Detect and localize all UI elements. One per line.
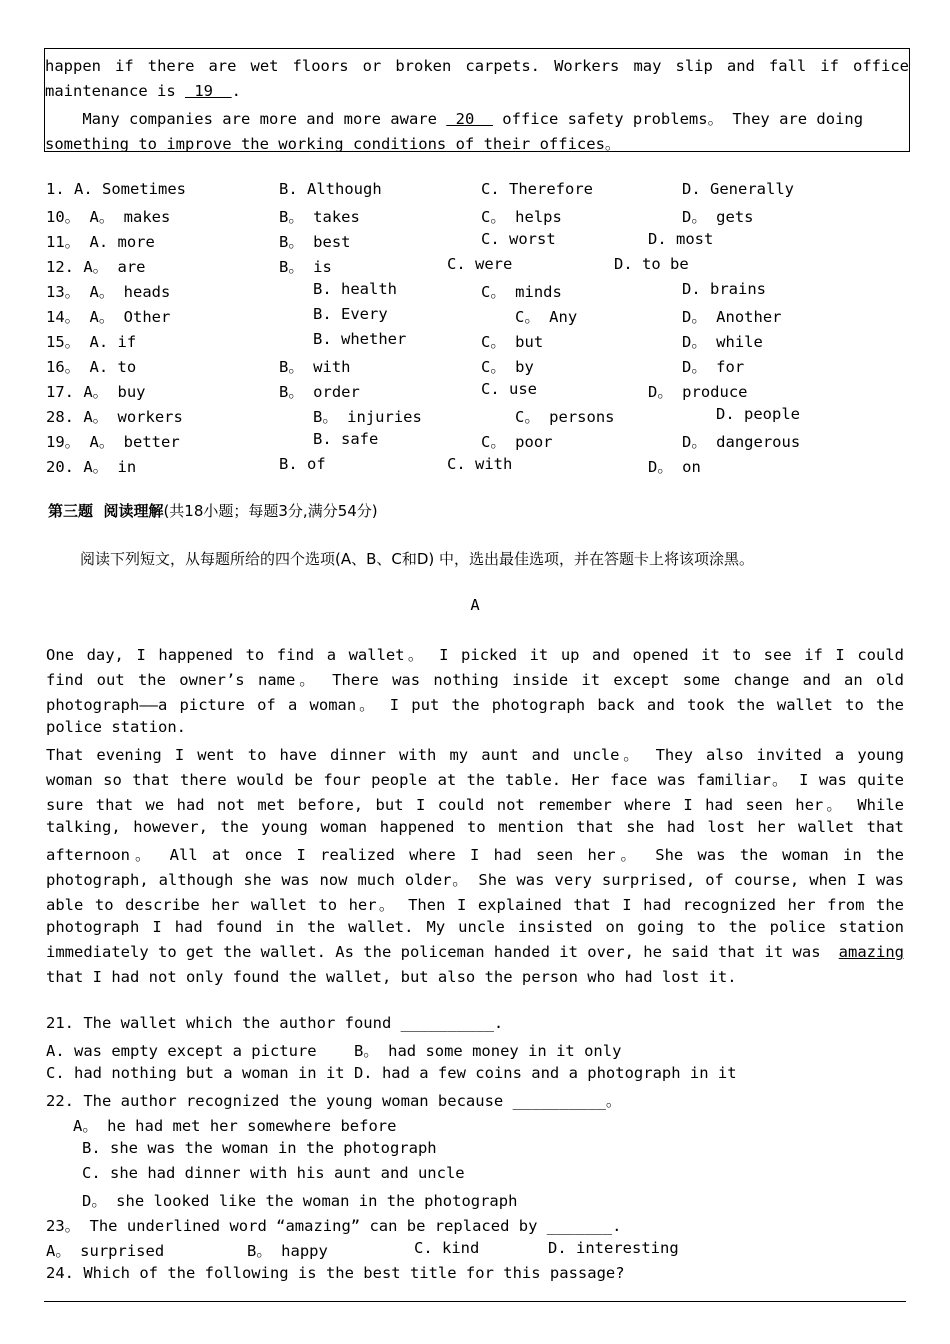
question-23-option-b: B。 happy — [247, 1242, 328, 1260]
question-22-option-b: B. she was the woman in the photograph — [82, 1139, 437, 1157]
option-a: 14。 A。 Other — [46, 308, 171, 326]
question-23-option-c: C. kind — [414, 1239, 480, 1257]
option-c: C. use — [481, 380, 537, 398]
passage-line: find out the owner’s name。 There was nothing inside it except some change and an old — [46, 671, 904, 689]
passage-line: One day, I happened to find a wallet。 I picked it up and opened it to see if I could — [46, 646, 904, 664]
option-c: C. Therefore — [481, 180, 593, 198]
option-a: 1. A. Sometimes — [46, 180, 186, 198]
passage-line: able to describe her wallet to her。 Then I explained that I had recognized her from the — [46, 896, 904, 914]
option-b: B。 order — [279, 383, 360, 401]
option-c: C。 poor — [481, 433, 553, 451]
option-d: D。 dangerous — [682, 433, 801, 451]
option-a: 10。 A。 makes — [46, 208, 171, 226]
passage-line: photograph, although she was now much older。 She was very surprised, of course, when I was — [46, 871, 904, 889]
option-d: D. most — [648, 230, 714, 248]
section-heading: 第三题 阅读理解(共18小题；每题3分,满分54分) — [48, 502, 378, 520]
passage-line: immediately to get the wallet. As the policeman handed it over, he said that it was amazing — [46, 943, 904, 961]
blank-20: 20 — [446, 110, 493, 128]
question-21-options-ab: A. was empty except a picture B。 had some money in it only — [46, 1042, 622, 1060]
passage-line: woman so that there would be four people at the table. Her face was familiar。 I was quite — [46, 771, 904, 789]
section-instruction: 阅读下列短文，从每题所给的四个选项(A、B、C和D) 中，选出最佳选项，并在答题卡上将该项涂黑。 — [80, 550, 755, 568]
option-d: D。 while — [682, 333, 763, 351]
option-d: D. Generally — [682, 180, 794, 198]
option-c: C. were — [447, 255, 513, 273]
option-a: 16。 A. to — [46, 358, 137, 376]
option-a: 13。 A。 heads — [46, 283, 171, 301]
option-d: D. people — [716, 405, 800, 423]
question-24: 24. Which of the following is the best title for this passage? — [46, 1264, 625, 1282]
blank-19: 19 — [184, 82, 232, 100]
option-c: C。 minds — [481, 283, 562, 301]
option-c: C。 by — [481, 358, 534, 376]
question-23: 23。 The underlined word “amazing” can be replaced by _______. — [46, 1217, 622, 1235]
question-22-option-a: A。 he had met her somewhere before — [73, 1117, 397, 1135]
option-a: 17. A。 buy — [46, 383, 146, 401]
cloze-line-2: maintenance is 19 . — [45, 82, 241, 100]
option-b: B。 best — [279, 233, 351, 251]
option-d: D。 gets — [682, 208, 754, 226]
option-d: D。 for — [682, 358, 745, 376]
option-d: D。 Another — [682, 308, 782, 326]
option-b: B。 is — [279, 258, 332, 276]
option-b: B. safe — [313, 430, 379, 448]
option-b: B. whether — [313, 330, 407, 348]
cloze-passage-box — [44, 48, 910, 152]
option-a: 11。 A. more — [46, 233, 155, 251]
option-c: C。 persons — [515, 408, 615, 426]
option-b: B. Every — [313, 305, 388, 323]
page-divider — [44, 1301, 906, 1302]
cloze-line-4: something to improve the working conditions of their offices。 — [45, 135, 621, 153]
passage-line: talking, however, the young woman happened to mention that she had lost her wallet that — [46, 818, 904, 836]
option-c: C. worst — [481, 230, 556, 248]
cloze-line-3: Many companies are more and more aware 20 office safety problems。 They are doing — [45, 110, 864, 128]
passage-line: That evening I went to have dinner with my aunt and uncle。 They also invited a young — [46, 746, 904, 764]
question-21-options-cd: C. had nothing but a woman in it D. had a few coins and a photograph in it — [46, 1064, 737, 1082]
option-d: D. brains — [682, 280, 766, 298]
option-c: C. with — [447, 455, 513, 473]
option-b: B。 injuries — [313, 408, 422, 426]
option-b: B. of — [279, 455, 326, 473]
question-22: 22. The author recognized the young woman because __________。 — [46, 1092, 622, 1110]
passage-line: afternoon。 All at once I realized where I had seen her。 She was the woman in the — [46, 846, 904, 864]
passage-line: that I had not only found the wallet, but also the person who had lost it. — [46, 968, 737, 986]
cloze-line-1: happen if there are wet floors or broken carpets. Workers may slip and fall if office — [45, 57, 909, 75]
question-21: 21. The wallet which the author found __________. — [46, 1014, 504, 1032]
option-a: 20. A。 in — [46, 458, 137, 476]
passage-line: photograph I had found in the wallet. My uncle insisted on going to the police station — [46, 918, 904, 936]
option-a: 19。 A。 better — [46, 433, 180, 451]
passage-line: sure that we had not met before, but I could not remember where I had seen her。 While — [46, 796, 904, 814]
option-d: D. to be — [614, 255, 689, 273]
option-a: 12. A。 are — [46, 258, 146, 276]
option-b: B。 takes — [279, 208, 360, 226]
option-c: C。 but — [481, 333, 544, 351]
question-22-option-c: C. she had dinner with his aunt and uncle — [82, 1164, 465, 1182]
question-23-option-a: A。 surprised — [46, 1242, 165, 1260]
option-d: D。 produce — [648, 383, 748, 401]
question-22-option-d: D。 she looked like the woman in the photograph — [82, 1192, 518, 1210]
passage-line: photograph——a picture of a woman。 I put the photograph back and took the wallet to the — [46, 696, 904, 714]
option-b: B. health — [313, 280, 397, 298]
option-d: D。 on — [648, 458, 701, 476]
question-23-option-d: D. interesting — [548, 1239, 679, 1257]
underlined-word: amazing — [838, 943, 904, 961]
option-a: 15。 A. if — [46, 333, 137, 351]
passage-label: A — [470, 596, 480, 614]
option-a: 28. A。 workers — [46, 408, 183, 426]
option-b: B。 with — [279, 358, 351, 376]
passage-line: police station. — [46, 718, 186, 736]
option-c: C。 helps — [481, 208, 562, 226]
option-c: C。 Any — [515, 308, 578, 326]
option-b: B. Although — [279, 180, 382, 198]
